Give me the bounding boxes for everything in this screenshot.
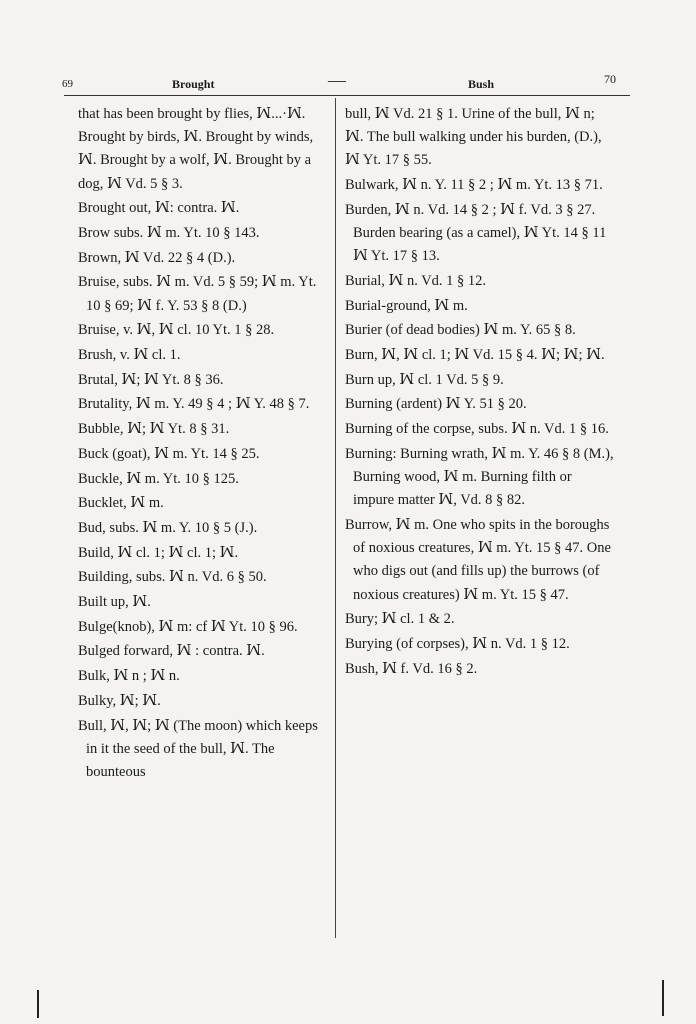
left-column-entry: Bulged forward, ꟽ : contra. ꟽ. <box>78 643 265 660</box>
left-column-entry: Bulge(knob), ꟽ m: cf ꟽ Yt. 10 § 96. <box>78 618 298 635</box>
column-divider <box>335 98 336 938</box>
right-column-entry: Burrow, ꟽ m. One who spits in the boroughs of noxious creatures, ꟽ m. Yt. 15 § 47. One who digs out (and fills up) the burrows (of noxious creatures) ꟽ m. Yt. 15 § 47. <box>345 516 611 603</box>
left-column-entry: Brush, v. ꟽ cl. 1. <box>78 347 181 364</box>
left-column-entry: Bucklet, ꟽ m. <box>78 495 164 512</box>
left-column-entry: Brutality, ꟽ m. Y. 49 § 4 ; ꟽ Y. 48 § 7. <box>78 396 310 413</box>
right-column-entry: Bury; ꟽ cl. 1 & 2. <box>345 611 455 628</box>
left-column-entry: Bud, subs. ꟽ m. Y. 10 § 5 (J.). <box>78 519 258 536</box>
right-column-entry: Burden, ꟽ n. Vd. 14 § 2 ; ꟽ f. Vd. 3 § 27. Burden bearing (as a camel), ꟽ Yt. 14 § 11 ꟽ Yt. 17 § 13. <box>345 201 607 265</box>
right-column-entry: Burying (of corpses), ꟽ n. Vd. 1 § 12. <box>345 635 570 652</box>
right-column-entry: Burn, ꟽ, ꟽ cl. 1; ꟽ Vd. 15 § 4. ꟽ; ꟽ; ꟽ. <box>345 347 605 364</box>
right-column-entry: Burning (ardent) ꟽ Y. 51 § 20. <box>345 396 527 413</box>
left-column-entry: Buckle, ꟽ m. Yt. 10 § 125. <box>78 470 239 487</box>
page-number-left: 69 <box>62 78 73 90</box>
left-column <box>78 103 328 786</box>
left-column-entry: Building, subs. ꟽ n. Vd. 6 § 50. <box>78 569 267 586</box>
left-column-entry: Bubble, ꟽ; ꟽ Yt. 8 § 31. <box>78 421 230 438</box>
right-column-entry: Burning of the corpse, subs. ꟽ n. Vd. 1 § 16. <box>345 421 609 438</box>
left-column-entry: Brown, ꟽ Vd. 22 § 4 (D.). <box>78 249 236 266</box>
running-head-dash: — <box>328 70 346 90</box>
running-head-left: Brought <box>172 77 215 91</box>
left-column-entry: Bruise, v. ꟽ, ꟽ cl. 10 Yt. 1 § 28. <box>78 322 275 339</box>
right-column <box>345 103 615 682</box>
right-column-entry: Burn up, ꟽ cl. 1 Vd. 5 § 9. <box>345 371 504 388</box>
right-column-entry: Burial, ꟽ n. Vd. 1 § 12. <box>345 272 487 289</box>
left-column-entry: Bulk, ꟽ n ; ꟽ n. <box>78 668 180 685</box>
right-column-entry: Burial-ground, ꟽ m. <box>345 297 468 314</box>
left-column-entry: Brutal, ꟽ; ꟽ Yt. 8 § 36. <box>78 371 224 388</box>
left-column-entry: Build, ꟽ cl. 1; ꟽ cl. 1; ꟽ. <box>78 544 239 561</box>
right-column-entry: Burier (of dead bodies) ꟽ m. Y. 65 § 8. <box>345 322 576 339</box>
page-header <box>60 72 630 94</box>
scan-mark-right-edge <box>662 980 664 1016</box>
left-column-entry: that has been brought by flies, ꟽ...·ꟽ. Brought by birds, ꟽ. Brought by winds, ꟽ. Brought by a wolf, ꟽ. Brought by a dog, ꟽ Vd. 5 § 3. <box>78 106 314 192</box>
right-column-entry: Burning: Burning wrath, ꟽ m. Y. 46 § 8 (M.), Burning wood, ꟽ m. Burning filth or impure matter ꟽ, Vd. 8 § 82. <box>345 445 614 509</box>
page-number-right: 70 <box>604 72 616 86</box>
header-rule <box>64 95 630 96</box>
left-column-entry: Bull, ꟽ, ꟽ; ꟽ (The moon) which keeps in it the seed of the bull, ꟽ. The bounteous <box>78 717 318 780</box>
left-column-entry: Built up, ꟽ. <box>78 594 151 611</box>
right-column-entry: Bush, ꟽ f. Vd. 16 § 2. <box>345 660 478 677</box>
right-column-entry: bull, ꟽ Vd. 21 § 1. Urine of the bull, ꟽ n; ꟽ. The bull walking under his burden, (D.), ꟽ Yt. 17 § 55. <box>345 106 602 169</box>
running-head-right: Bush <box>468 77 495 91</box>
right-column-entry: Bulwark, ꟽ n. Y. 11 § 2 ; ꟽ m. Yt. 13 § 71. <box>345 177 603 194</box>
left-column-entry: Buck (goat), ꟽ m. Yt. 14 § 25. <box>78 445 260 462</box>
scan-mark-left-edge <box>37 990 39 1018</box>
left-column-entry: Bruise, subs. ꟽ m. Vd. 5 § 59; ꟽ m. Yt. 10 § 69; ꟽ f. Y. 53 § 8 (D.) <box>78 274 317 314</box>
left-column-entry: Bulky, ꟽ; ꟽ. <box>78 692 161 709</box>
left-column-entry: Brought out, ꟽ: contra. ꟽ. <box>78 200 240 217</box>
left-column-entry: Brow subs. ꟽ m. Yt. 10 § 143. <box>78 225 260 242</box>
